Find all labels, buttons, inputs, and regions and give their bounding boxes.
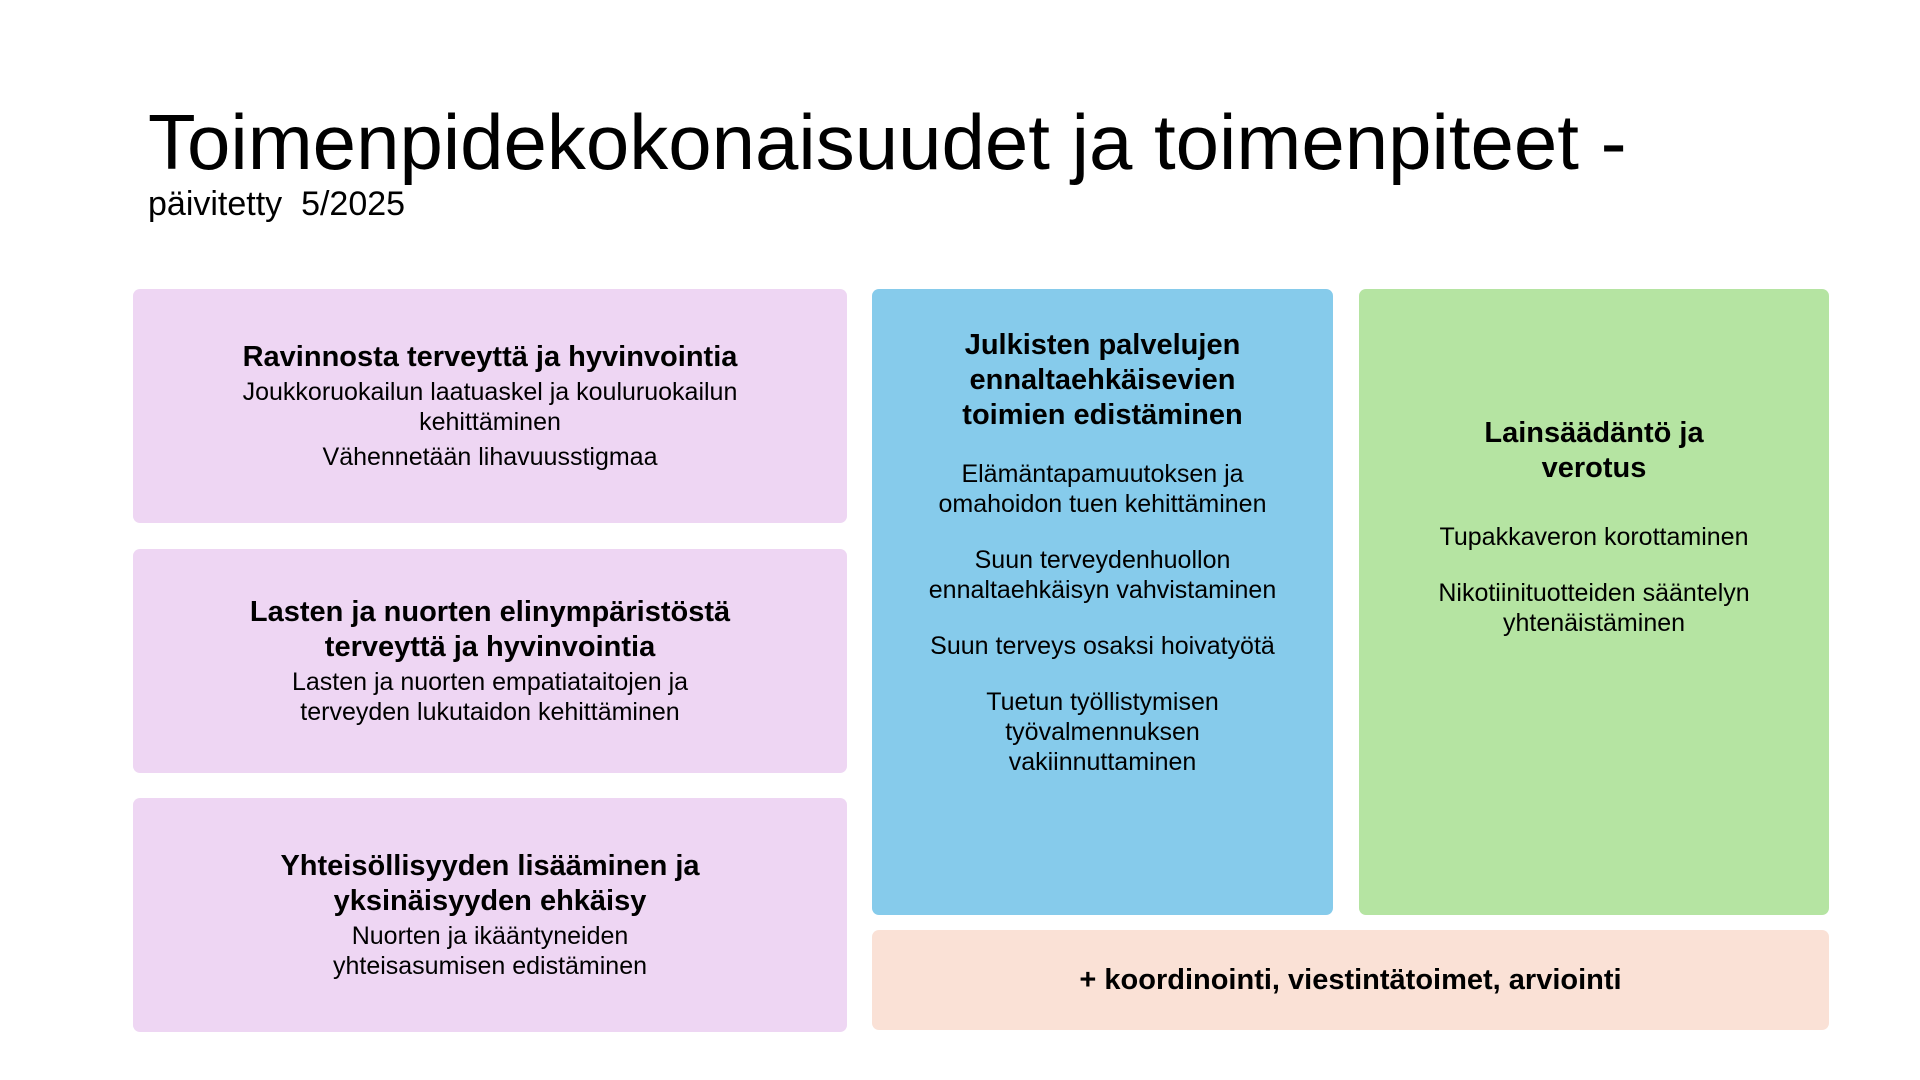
box-youth	[133, 549, 847, 773]
box-item: Tuetun työllistymisen työvalmennuksen vakiinnuttaminen	[986, 687, 1219, 776]
box-item: Tupakkaveron korottaminen	[1439, 523, 1749, 551]
box-item: Suun terveydenhuollon ennaltaehkäisyn vahvistaminen	[928, 545, 1277, 604]
box-heading: Julkisten palvelujen ennaltaehkäisevien toimien edistäminen	[962, 328, 1243, 431]
box-heading: Ravinnosta terveyttä ja hyvinvointia	[242, 341, 738, 373]
box-item: Lasten ja nuorten empatiataitojen ja terveyden lukutaidon kehittäminen	[291, 668, 689, 726]
box-legislation	[1359, 289, 1829, 915]
box-item: Joukkoruokailun laatuaskel ja kouluruokailun kehittäminen	[242, 378, 738, 436]
box-coordination	[872, 930, 1829, 1030]
box-nutrition	[133, 289, 847, 523]
box-public-services	[872, 289, 1333, 915]
box-heading: Lasten ja nuorten elinympäristöstä terveyttä ja hyvinvointia	[249, 596, 731, 663]
box-item: Elämäntapamuutoksen ja omahoidon tuen kehittäminen	[938, 459, 1267, 518]
box-item: Nikotiinituotteiden sääntelyn yhtenäistäminen	[1438, 579, 1750, 637]
box-heading: + koordinointi, viestintätoimet, arviointi	[1079, 963, 1622, 996]
box-community	[133, 798, 847, 1032]
box-heading: Yhteisöllisyyden lisääminen ja yksinäisyyden ehkäisy	[280, 850, 700, 917]
box-item: Vähennetään lihavuusstigmaa	[322, 443, 658, 471]
box-item: Suun terveys osaksi hoivatyötä	[930, 631, 1275, 660]
page-title: Toimenpidekokonaisuudet ja toimenpiteet -	[148, 98, 1627, 186]
page-subtitle: päivitetty 5/2025	[148, 185, 406, 223]
box-heading: Lainsäädäntö ja verotus	[1484, 417, 1704, 484]
box-item: Nuorten ja ikääntyneiden yhteisasumisen edistäminen	[332, 922, 648, 980]
